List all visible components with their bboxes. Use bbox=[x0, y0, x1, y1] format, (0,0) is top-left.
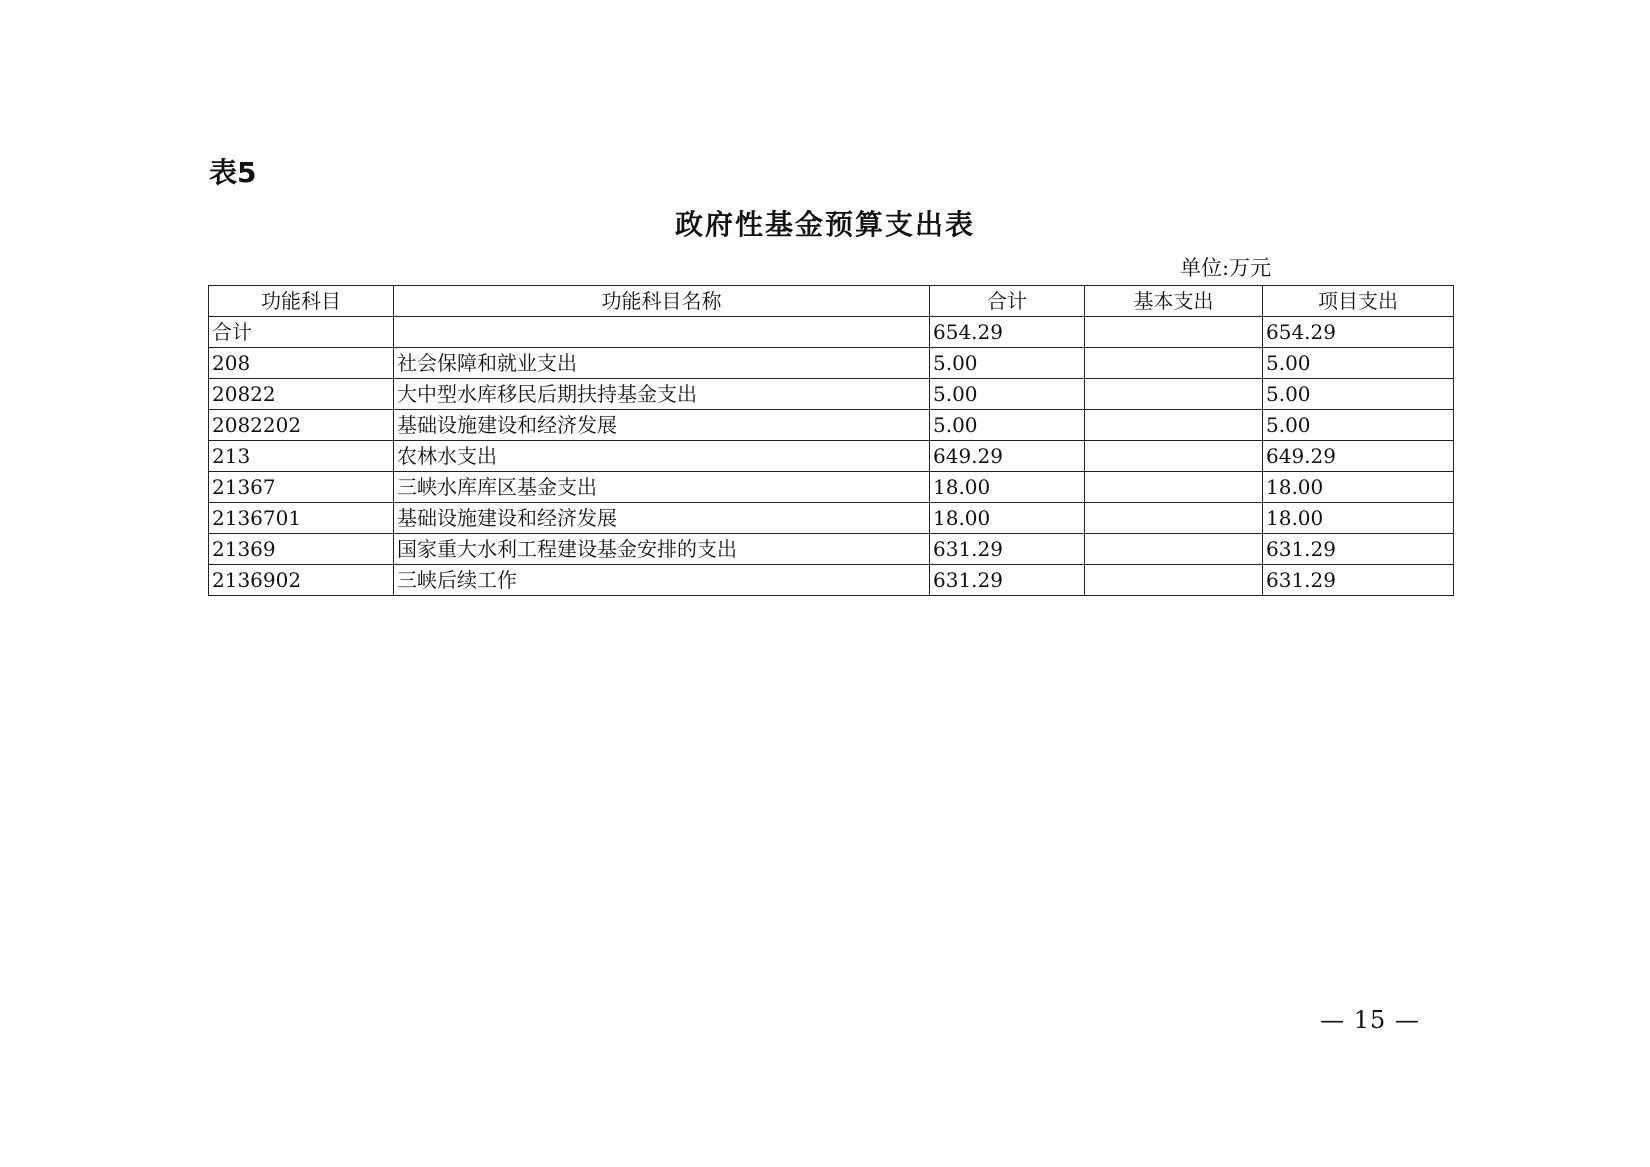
row-code: 208 bbox=[209, 348, 394, 379]
row-basic bbox=[1085, 565, 1263, 596]
row-project: 5.00 bbox=[1263, 379, 1454, 410]
row-basic bbox=[1085, 379, 1263, 410]
row-project: 649.29 bbox=[1263, 441, 1454, 472]
row-name: 三峡水库库区基金支出 bbox=[394, 472, 930, 503]
row-name: 基础设施建设和经济发展 bbox=[394, 410, 930, 441]
row-project: 631.29 bbox=[1263, 565, 1454, 596]
row-name: 三峡后续工作 bbox=[394, 565, 930, 596]
row-total: 18.00 bbox=[930, 503, 1085, 534]
budget-table bbox=[208, 285, 1454, 596]
row-basic bbox=[1085, 503, 1263, 534]
row-project: 654.29 bbox=[1263, 317, 1454, 348]
header-project-expenditure: 项目支出 bbox=[1263, 286, 1454, 317]
row-basic bbox=[1085, 472, 1263, 503]
row-basic bbox=[1085, 410, 1263, 441]
row-basic bbox=[1085, 534, 1263, 565]
row-total: 5.00 bbox=[930, 410, 1085, 441]
row-name: 基础设施建设和经济发展 bbox=[394, 503, 930, 534]
row-code: 20822 bbox=[209, 379, 394, 410]
row-name: 大中型水库移民后期扶持基金支出 bbox=[394, 379, 930, 410]
row-total: 5.00 bbox=[930, 348, 1085, 379]
row-project: 631.29 bbox=[1263, 534, 1454, 565]
row-basic bbox=[1085, 317, 1263, 348]
page-title: 政府性基金预算支出表 bbox=[674, 208, 975, 241]
row-code: 合计 bbox=[209, 317, 394, 348]
row-project: 5.00 bbox=[1263, 348, 1454, 379]
row-project: 18.00 bbox=[1263, 472, 1454, 503]
row-basic bbox=[1085, 348, 1263, 379]
table-row bbox=[209, 565, 1454, 596]
unit-label: 单位:万元 bbox=[1180, 256, 1272, 280]
row-code: 213 bbox=[209, 441, 394, 472]
table-row bbox=[209, 317, 1454, 348]
row-code: 21367 bbox=[209, 472, 394, 503]
table-row bbox=[209, 441, 1454, 472]
row-basic bbox=[1085, 441, 1263, 472]
row-code: 2082202 bbox=[209, 410, 394, 441]
header-basic-expenditure: 基本支出 bbox=[1085, 286, 1263, 317]
header-function-name: 功能科目名称 bbox=[394, 286, 930, 317]
row-name bbox=[394, 317, 930, 348]
table-header-row bbox=[209, 286, 1454, 317]
header-total: 合计 bbox=[930, 286, 1085, 317]
table-row bbox=[209, 410, 1454, 441]
row-code: 2136701 bbox=[209, 503, 394, 534]
row-total: 5.00 bbox=[930, 379, 1085, 410]
table-label: 表5 bbox=[209, 156, 257, 189]
table-row bbox=[209, 348, 1454, 379]
table-row bbox=[209, 534, 1454, 565]
row-name: 农林水支出 bbox=[394, 441, 930, 472]
row-project: 5.00 bbox=[1263, 410, 1454, 441]
table-row bbox=[209, 472, 1454, 503]
row-total: 654.29 bbox=[930, 317, 1085, 348]
row-project: 18.00 bbox=[1263, 503, 1454, 534]
row-total: 18.00 bbox=[930, 472, 1085, 503]
table-row bbox=[209, 503, 1454, 534]
row-code: 21369 bbox=[209, 534, 394, 565]
header-function-code: 功能科目 bbox=[209, 286, 394, 317]
row-total: 631.29 bbox=[930, 534, 1085, 565]
page-number: — 15 — bbox=[1320, 1006, 1420, 1034]
row-code: 2136902 bbox=[209, 565, 394, 596]
row-total: 649.29 bbox=[930, 441, 1085, 472]
table-row bbox=[209, 379, 1454, 410]
row-name: 社会保障和就业支出 bbox=[394, 348, 930, 379]
row-total: 631.29 bbox=[930, 565, 1085, 596]
row-name: 国家重大水利工程建设基金安排的支出 bbox=[394, 534, 930, 565]
